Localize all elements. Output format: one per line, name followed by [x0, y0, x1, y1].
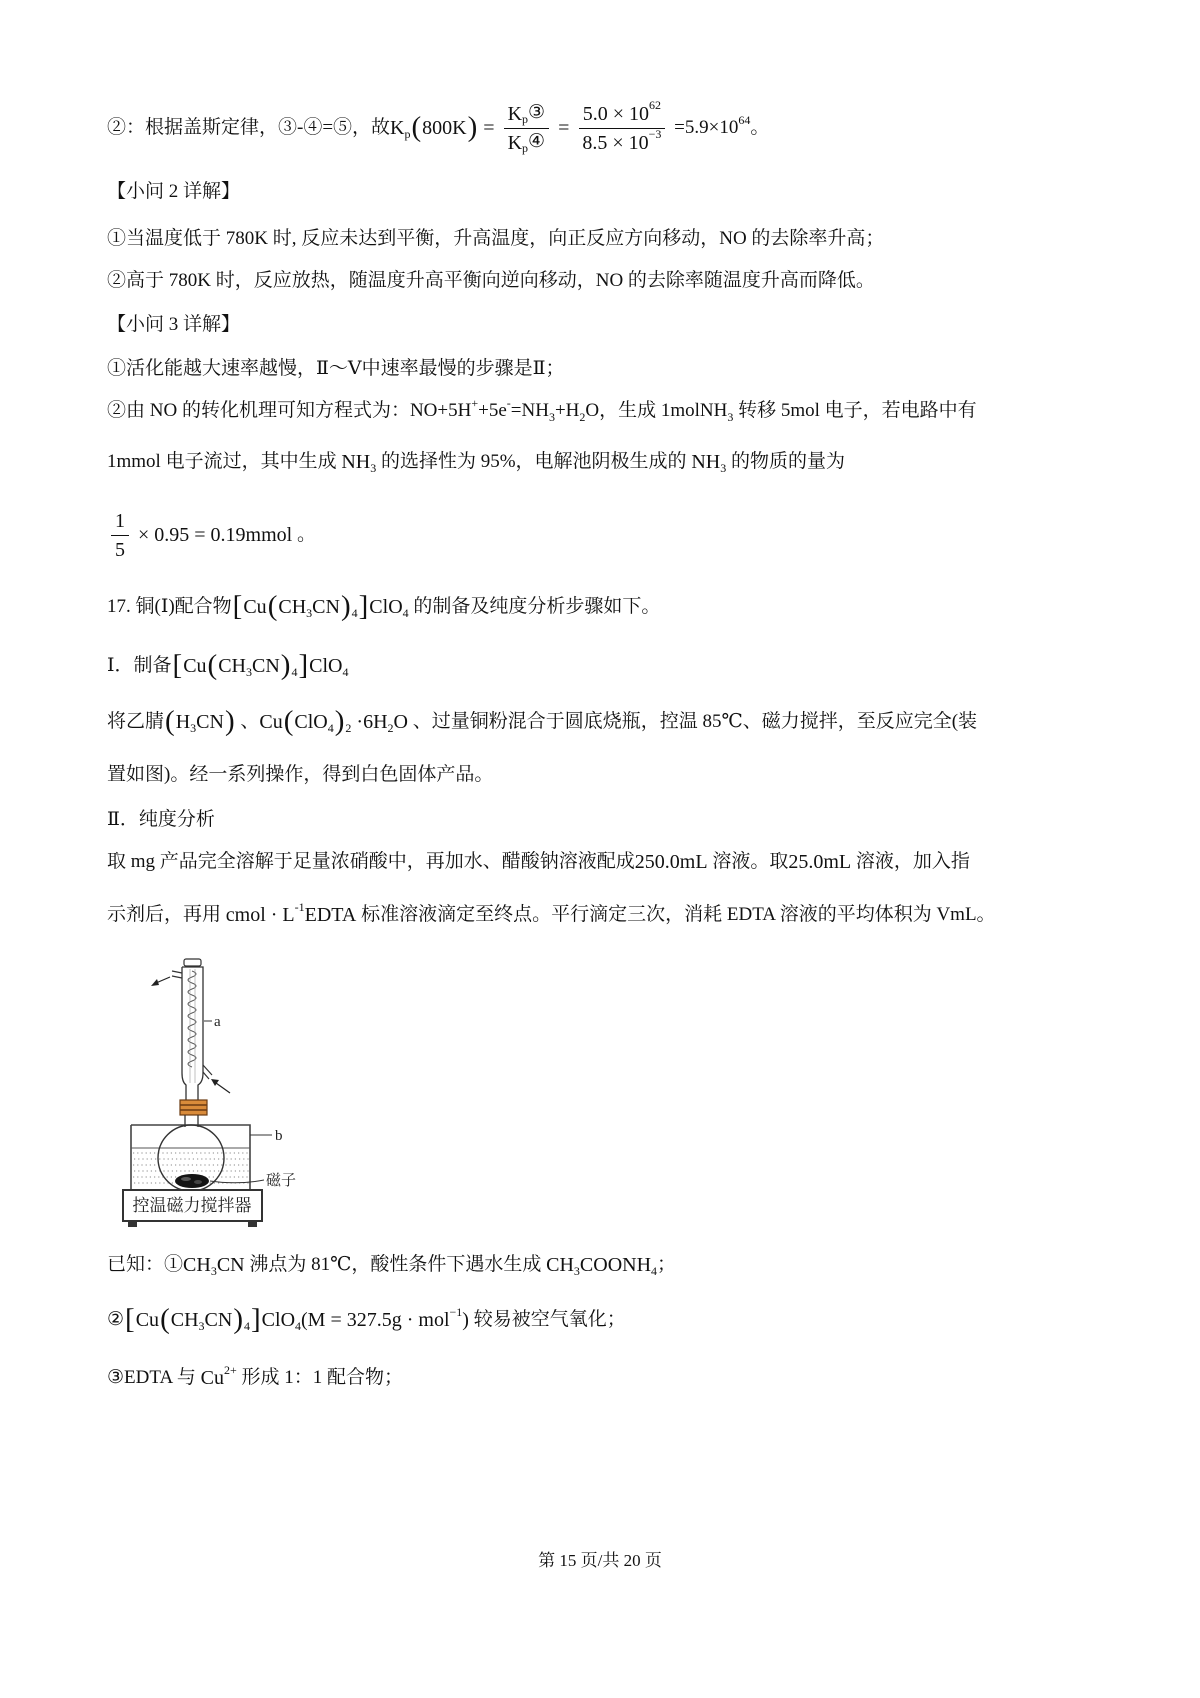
bracket: )	[280, 648, 291, 681]
fraction-numerator	[111, 509, 129, 536]
formula-text: O	[393, 711, 408, 733]
text-run: 【小问 3 详解】	[107, 313, 241, 335]
magnetic-stirrer	[123, 1190, 262, 1227]
text-run: 的制备及纯度分析步骤如下。	[408, 595, 661, 617]
bracket: [	[125, 1302, 135, 1335]
formula-text: (M = 327.5g · mol	[301, 1309, 450, 1331]
answer-2-point-1	[107, 223, 884, 255]
formula-text: =	[553, 117, 575, 139]
superscript: +	[471, 395, 479, 410]
text-run: 示剂后，再用	[107, 903, 226, 925]
bracket: ]	[358, 589, 369, 622]
label-a-text: a	[214, 1014, 221, 1030]
bracket: (	[165, 704, 175, 737]
formula-text: NH	[691, 451, 721, 473]
formula-text: Cu	[259, 711, 283, 733]
formula-text: 800K	[422, 117, 467, 139]
label-stir-bar	[210, 1172, 296, 1189]
subscript: 4	[351, 605, 358, 620]
known-info-2	[107, 1304, 626, 1336]
formula-text: 25.0mL	[788, 851, 852, 873]
subscript: 4	[244, 1318, 250, 1333]
text-run: 沸点为 81℃，酸性条件下遇水生成	[244, 1253, 547, 1275]
formula-text: CN	[312, 596, 340, 618]
subscript: 4	[342, 664, 349, 679]
text-run: Ⅰ．制备	[107, 654, 172, 676]
bracket: )	[467, 110, 478, 143]
fraction-denominator	[504, 129, 550, 155]
question-17-stem	[107, 591, 660, 623]
formula-text: 1	[115, 509, 125, 532]
text-run: ①当温度低于 780K 时, 反应未达到平衡，升高温度，向正反应方向移动，NO 的去除率升高；	[107, 227, 885, 249]
superscript: 64	[738, 112, 751, 127]
label-b	[250, 1128, 283, 1144]
formula-text: Cu	[200, 1367, 224, 1389]
stir-bar	[175, 1174, 209, 1188]
formula-text: CN	[216, 1254, 245, 1276]
kp-calculation-line	[107, 96, 769, 160]
fraction-denominator	[578, 129, 665, 155]
formula-text: K	[390, 117, 405, 139]
subscript: 4	[651, 1263, 658, 1278]
text-run: 形成 1：1 配合物；	[236, 1366, 404, 1388]
formula-text: 5.0 × 10	[582, 102, 650, 125]
subscript: 3	[727, 409, 734, 424]
text-run: 。	[292, 523, 316, 545]
formula-text: × 0.95 = 0.19mmol	[133, 524, 293, 546]
formula-text: K	[507, 102, 523, 125]
formula-text: CH	[218, 655, 246, 677]
bracket: ]	[298, 648, 309, 681]
text-run: 取 mg 产品完全溶解于足量浓硝酸中，再加水、醋酸钠溶液配成	[107, 850, 635, 872]
formula-text: ·6H	[351, 711, 388, 733]
formula-text: ClO	[369, 596, 403, 618]
formula-text: CH	[183, 1254, 211, 1276]
formula-text: ClO	[261, 1309, 296, 1331]
formula-text: NH	[341, 451, 371, 473]
subscript: 4	[327, 720, 334, 735]
known-info-1	[107, 1249, 676, 1281]
answer-3-point-2-line-1	[107, 395, 977, 427]
superscript: -1	[294, 899, 305, 914]
bracket: [	[232, 589, 243, 622]
text-run: ④	[528, 131, 546, 153]
subscript: 3	[246, 664, 252, 679]
subscript: p	[404, 126, 411, 141]
part-2-procedure-line-1	[107, 846, 970, 878]
text-run: =NH	[510, 399, 549, 421]
superscript: −1	[449, 1304, 463, 1319]
superscript: 2+	[223, 1362, 237, 1377]
text-run: 的选择性为 95%，电解池阴极生成的	[376, 450, 692, 472]
text-run: 、	[235, 710, 260, 732]
formula-text: K	[507, 131, 523, 154]
superscript: -	[506, 395, 511, 410]
bracket: (	[160, 1302, 170, 1335]
formula-text: )	[462, 1309, 469, 1331]
bracket: [	[172, 648, 183, 681]
subscript: 4	[291, 664, 298, 679]
text-run: ②由 NO 的转化机理可知方程式为：NO+5H	[107, 399, 472, 421]
bracket: (	[207, 648, 218, 681]
fraction-numerator	[579, 98, 665, 129]
text-run: O，生成 1molNH	[585, 399, 728, 421]
bracket: (	[283, 704, 294, 737]
formula-text: cmol · L	[225, 904, 295, 926]
fraction-denominator	[111, 536, 129, 562]
sub-question-2-heading	[107, 176, 240, 208]
bracket: ]	[251, 1302, 261, 1335]
reflux-condenser	[182, 959, 203, 1101]
formula-text: 5	[115, 538, 125, 561]
subscript: p	[522, 112, 529, 127]
part-1-procedure-line-1	[107, 706, 977, 738]
text-run: 的物质的量为	[726, 450, 845, 472]
stirrer-label: 控温磁力搅拌器	[132, 1196, 252, 1215]
reflux-apparatus-diagram	[100, 945, 320, 1235]
text-run: ③	[528, 102, 546, 124]
subscript: p	[522, 141, 529, 156]
subscript: 2	[345, 720, 352, 735]
subscript: 3	[198, 1318, 205, 1333]
formula-text: 8.5 × 10	[582, 131, 649, 154]
text-run: 【小问 2 详解】	[107, 180, 241, 202]
part-1-procedure-line-2	[107, 759, 493, 791]
text-run: 转移 5mol 电子，若电路中有	[733, 399, 977, 421]
subscript: 3	[573, 1263, 580, 1278]
label-stir-bar-text: 磁子	[266, 1173, 297, 1189]
subscript: 3	[210, 1263, 217, 1278]
text-run: +5e	[478, 399, 507, 421]
text-run: 较易被空气氧化；	[468, 1308, 626, 1330]
subscript: 3	[190, 720, 197, 735]
bracket: (	[267, 589, 278, 622]
formula-text: H	[175, 711, 191, 733]
text-run: 。	[750, 116, 770, 138]
text-run: +H	[554, 399, 580, 421]
subscript: 4	[402, 605, 409, 620]
part-2-heading	[107, 804, 215, 836]
label-b-text: b	[275, 1128, 283, 1144]
superscript: −3	[648, 127, 662, 142]
sub-question-3-heading	[107, 309, 240, 341]
formula-text: CN	[252, 655, 280, 677]
water-inlet-arrow	[203, 1065, 230, 1093]
nh3-amount-formula	[107, 503, 316, 567]
subscript: 3	[306, 605, 313, 620]
formula-text: CN	[196, 711, 224, 733]
subscript: 2	[579, 409, 586, 424]
answer-3-point-2-line-2	[107, 446, 845, 478]
text-run: 溶液，加入指	[851, 850, 970, 872]
subscript: 2	[387, 720, 394, 735]
formula-text: Cu	[135, 1309, 160, 1331]
text-run: ①活化能越大速率越慢，Ⅱ～Ⅴ中速率最慢的步骤是Ⅱ；	[107, 357, 565, 379]
formula-text: ClO	[309, 655, 343, 677]
text-run: 标准溶液滴定至终点。平行滴定三次，消耗 EDTA 溶液的平均体积为 VmL。	[356, 903, 996, 925]
text-run: 17. 铜(Ⅰ)配合物	[107, 595, 232, 617]
answer-2-point-2	[107, 265, 875, 297]
formula-text: Cu	[243, 596, 267, 618]
label-a	[204, 1014, 221, 1030]
formula-text: Cu	[183, 655, 207, 677]
subscript: 3	[720, 460, 727, 475]
formula-text: EDTA	[304, 904, 357, 926]
formula-text: CN	[204, 1309, 233, 1331]
text-run: 1mmol 电子流过，其中生成	[107, 450, 342, 472]
part-1-heading	[107, 650, 348, 682]
subscript: 3	[370, 460, 377, 475]
superscript: 62	[649, 98, 662, 113]
water-outlet-arrow	[151, 971, 182, 986]
text-run: 溶液。取	[707, 850, 789, 872]
fraction	[111, 509, 129, 562]
text-run: 、过量铜粉混合于圆底烧瓶，控温 85℃、磁力搅拌，至反应完全(装	[407, 710, 978, 732]
formula-text: 250.0mL	[634, 851, 708, 873]
formula-text: CH	[278, 596, 307, 618]
text-run: Ⅱ．纯度分析	[107, 808, 215, 830]
formula-text: COONH	[579, 1254, 652, 1276]
text-run: ③EDTA 与	[107, 1366, 201, 1388]
fraction	[578, 98, 665, 155]
text-run: 将乙腈	[107, 710, 165, 732]
formula-text: CH	[170, 1309, 199, 1331]
fraction-numerator	[504, 102, 550, 129]
text-run: ②高于 780K 时，反应放热，随温度升高平衡向逆向移动，NO 的去除率随温度升高而降低。	[107, 269, 875, 291]
text-run: ；	[657, 1253, 677, 1275]
known-info-3	[107, 1362, 403, 1394]
page-footer: 第 15 页/共 20 页	[538, 1551, 662, 1570]
bracket: )	[334, 704, 345, 737]
subscript: 4	[295, 1318, 302, 1333]
text-run: ②	[107, 1308, 125, 1330]
text-run: ②：根据盖斯定律，③-④=⑤，故	[107, 116, 391, 138]
bracket: (	[411, 110, 422, 143]
formula-text: CH	[546, 1254, 574, 1276]
part-2-procedure-line-2	[107, 899, 996, 931]
text-run: =5.9×10	[669, 116, 739, 138]
bracket: )	[233, 1302, 243, 1335]
subscript: 3	[548, 409, 555, 424]
answer-3-point-1	[107, 353, 565, 385]
formula-text: =	[478, 117, 500, 139]
bracket: )	[340, 589, 351, 622]
text-run: 置如图)。经一系列操作，得到白色固体产品。	[107, 763, 494, 785]
text-run: 已知：①	[107, 1253, 184, 1275]
rubber-stopper	[180, 1100, 207, 1115]
bracket: )	[224, 704, 235, 737]
fraction	[504, 102, 550, 155]
formula-text: ClO	[294, 711, 328, 733]
